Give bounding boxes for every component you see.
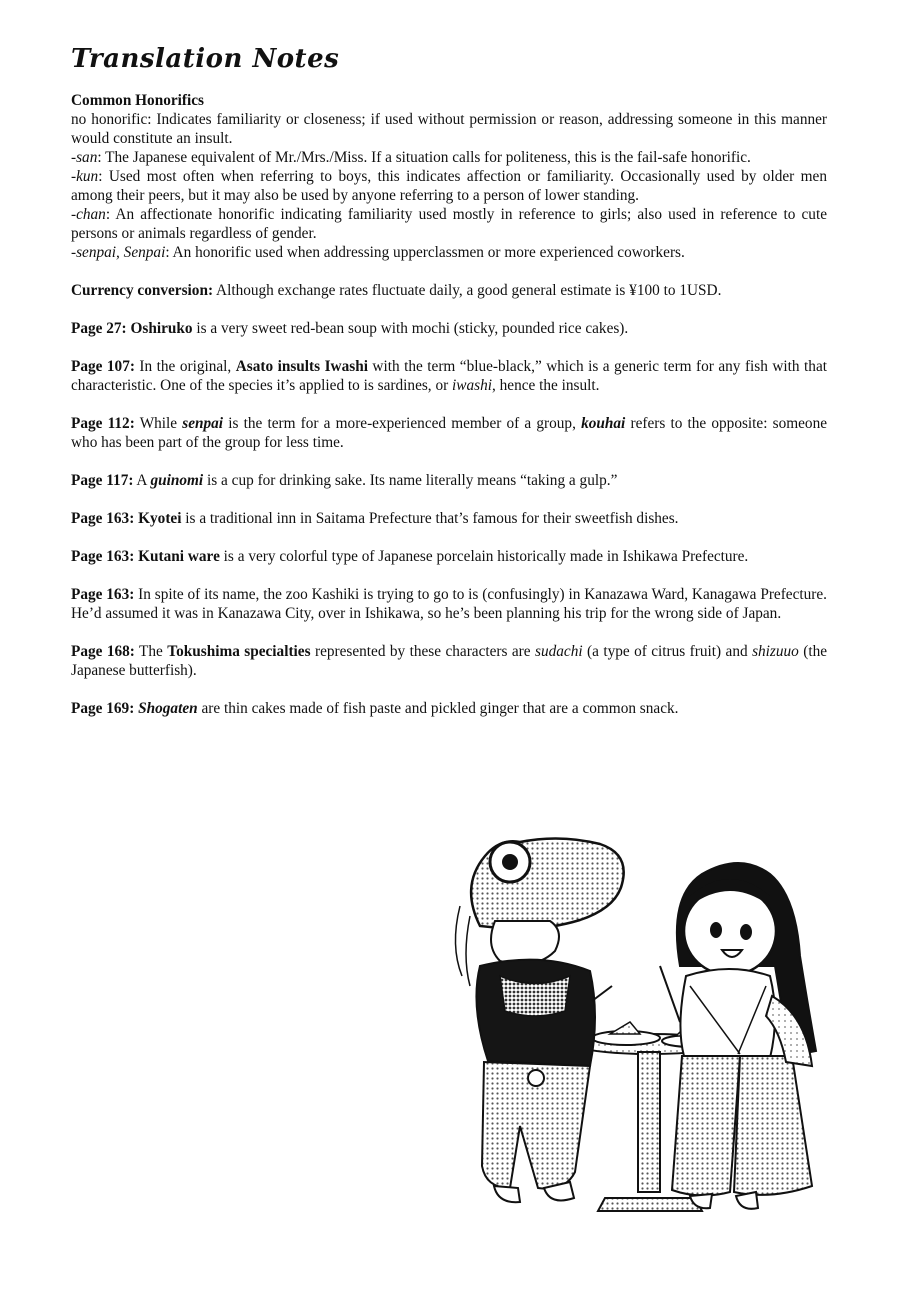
translation-notes-body [71, 91, 827, 718]
note-page-163-kutani: Page 163: Kutani ware is a very colorful type of Japanese porcelain historically made in Ishikawa Prefecture. [71, 548, 749, 565]
fish-hat-character [455, 838, 623, 1202]
note-page-27: Page 27: Oshiruko is a very sweet red-bean soup with mochi (sticky, pounded rice cakes). [71, 320, 629, 337]
long-hair-girl-character [660, 863, 816, 1209]
note-page-163-zoo: Page 163: In spite of its name, the zoo Kashiki is trying to go to is (confusingly) in Kanazawa Ward, Kanagawa Prefecture. He’d assumed it was in Kanazawa City, over in Ishikawa, so he’s been planning his trip for the wrong side of Japan. [71, 586, 827, 622]
note-page-107: Page 107: In the original, Asato insults Iwashi with the term “blue-black,” which is a generic term for any fish with that characteristic. One of the species it’s applied to is sardines, or iwashi, hence the insult. [71, 358, 827, 394]
honorific-none: no honorific: Indicates familiarity or closeness; if used without permission or reason, addressing someone in this manner would constitute an insult. [71, 111, 827, 147]
honorific-san: -san: The Japanese equivalent of Mr./Mrs./Miss. If a situation calls for politeness, this is the fail-safe honorific. [71, 149, 751, 166]
note-page-112: Page 112: While senpai is the term for a more-experienced member of a group, kouhai refers to the opposite: someone who has been part of the group for less time. [71, 415, 828, 451]
honorific-senpai: -senpai, Senpai: An honorific used when addressing upperclassmen or more experienced coworkers. [71, 244, 685, 261]
page-title: Translation Notes [71, 44, 340, 74]
note-page-169: Page 169: Shogaten are thin cakes made of fish paste and pickled ginger that are a common snack. [71, 700, 679, 717]
note-page-117: Page 117: A guinomi is a cup for drinking sake. Its name literally means “taking a gulp.” [71, 472, 618, 489]
manga-illustration [440, 826, 840, 1222]
honorifics-heading: Common Honorifics [71, 92, 204, 109]
note-currency: Currency conversion: Although exchange rates fluctuate daily, a good general estimate is ¥100 to 1USD. [71, 282, 722, 299]
note-page-163-kyotei: Page 163: Kyotei is a traditional inn in Saitama Prefecture that’s famous for their sweetfish dishes. [71, 510, 679, 527]
honorific-kun: -kun: Used most often when referring to boys, this indicates affection or familiarity. Occasionally used by older men among their peers, but it may also be used by anyone referring to a person of lower standing. [71, 168, 827, 204]
note-page-168: Page 168: The Tokushima specialties represented by these characters are sudachi (a type of citrus fruit) and shizuuo (the Japanese butterfish). [71, 643, 828, 679]
honorific-chan: -chan: An affectionate honorific indicating familiarity used mostly in reference to girls; also used in reference to cute persons or animals regardless of gender. [71, 206, 827, 242]
